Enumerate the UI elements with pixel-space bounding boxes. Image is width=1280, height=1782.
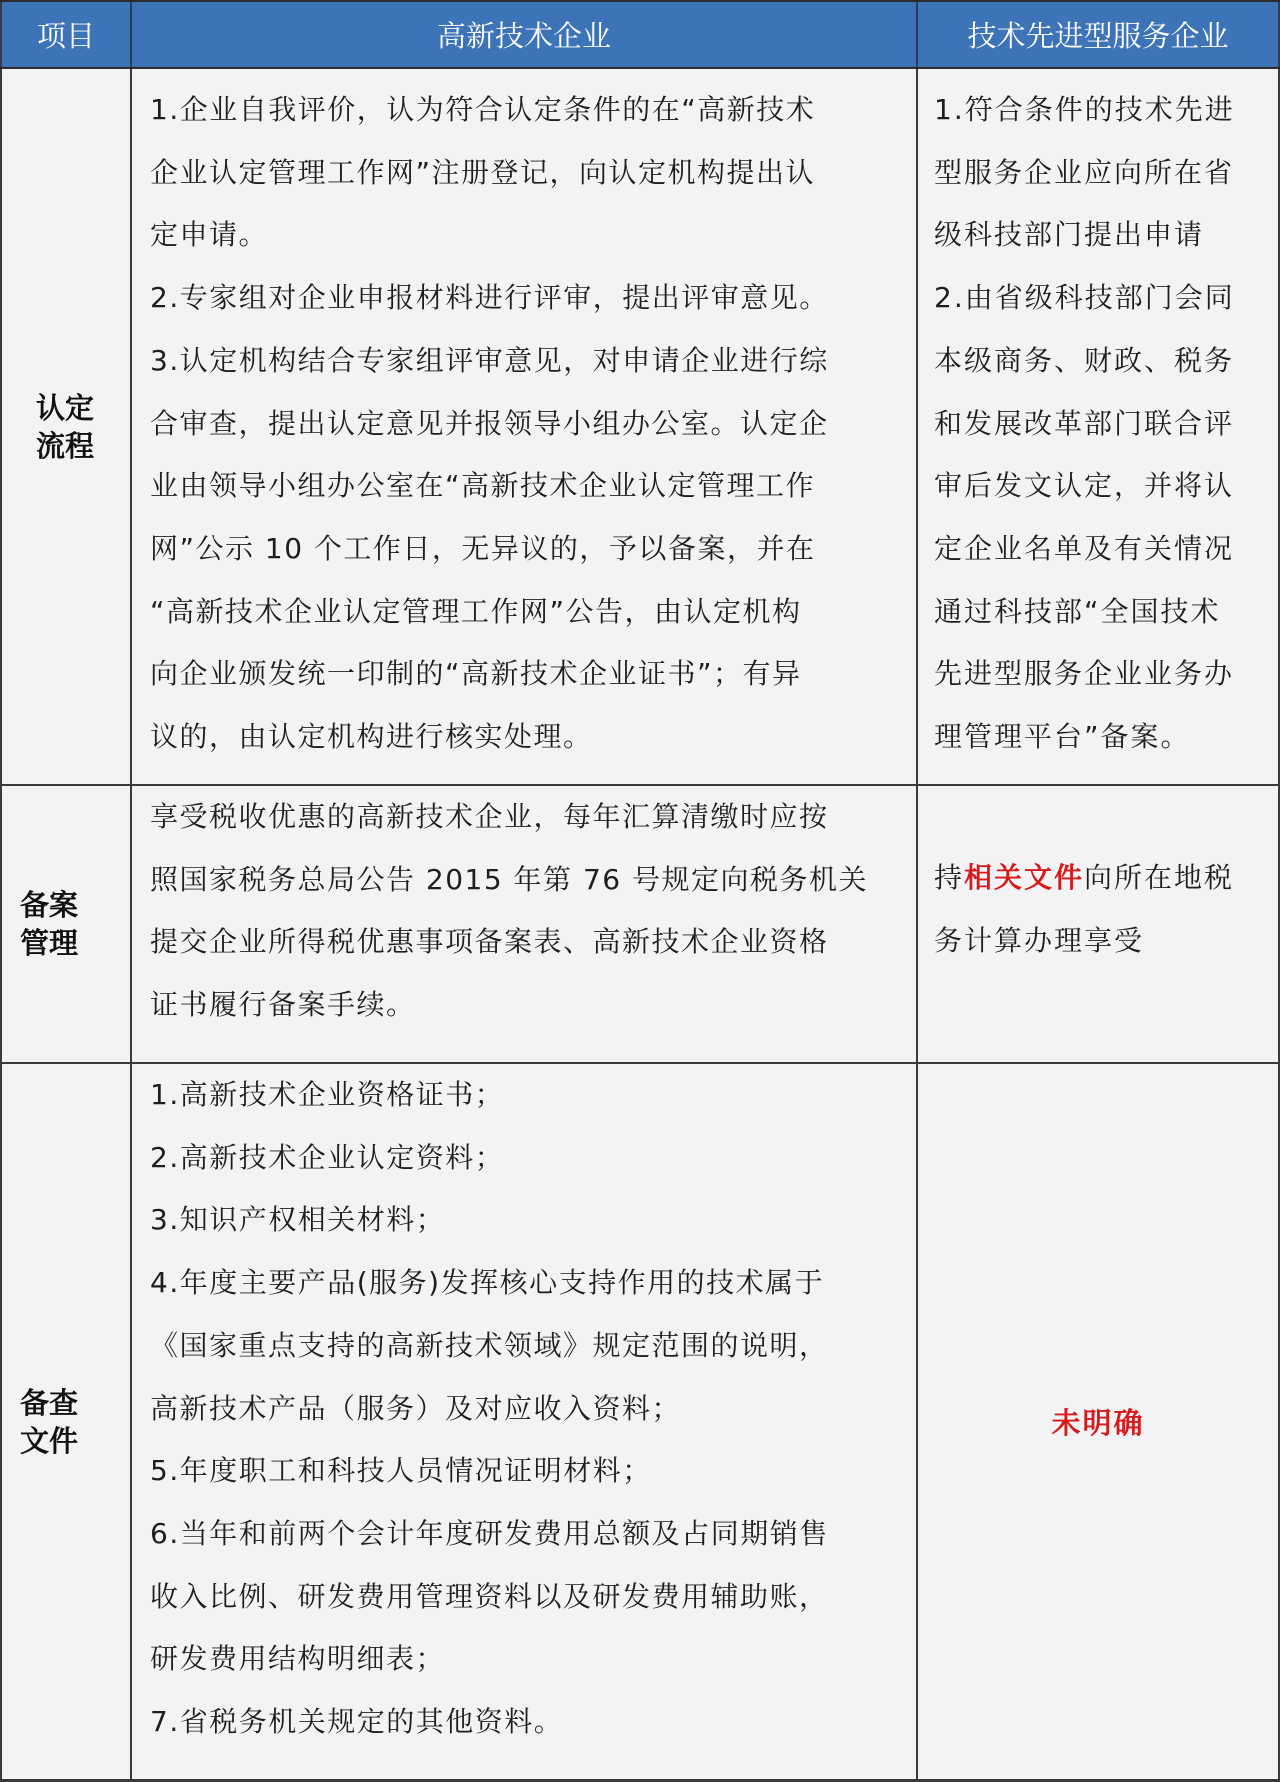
text-line: 议的，由认定机构进行核实处理。 — [150, 720, 593, 754]
text-line: 3.认定机构结合专家组评审意见，对申请企业进行综 — [150, 343, 829, 377]
text-line: 网”公示 10 个工作日，无异议的，予以备案，并在 — [150, 531, 816, 565]
text-line: 1.符合条件的技术先进 — [934, 93, 1235, 126]
text-line: 高新技术产品（服务）及对应收入资料； — [150, 1391, 682, 1425]
header-hnte — [132, 2, 918, 67]
text-line: 向企业颁发统一印制的“高新技术企业证书”；有异 — [150, 657, 802, 691]
row-label-line: 认定 — [36, 390, 95, 425]
text-line: 企业认定管理工作网”注册登记，向认定机构提出认 — [150, 155, 816, 189]
table-header-row — [0, 0, 1280, 69]
text-line: 1.高新技术企业资格证书； — [150, 1078, 505, 1111]
header-item — [0, 2, 132, 67]
text-line: 级科技部门提出申请 — [934, 218, 1205, 252]
row-label-line: 备案 — [20, 888, 79, 922]
text-line: 1.企业自我评价，认为符合认定条件的在“高新技术 — [150, 93, 816, 126]
text-line: 5.年度职工和科技人员情况证明材料； — [150, 1454, 652, 1488]
text-line: 照国家税务总局公告 2015 年第 76 号规定向税务机关 — [150, 862, 868, 896]
text-line: 3.知识产权相关材料； — [150, 1203, 446, 1237]
hnte-cell — [132, 1064, 918, 1779]
atse-cell — [918, 1064, 1280, 1779]
text-line: 本级商务、财政、税务 — [934, 343, 1235, 377]
text-line: 2.专家组对企业申报材料进行评审，提出评审意见。 — [150, 281, 829, 315]
table-row-filing-management — [0, 786, 1280, 1064]
text-line: 定企业名单及有关情况 — [934, 531, 1235, 565]
text-line: 合审查，提出认定意见并报领导小组办公室。认定企 — [150, 406, 829, 440]
text-line: 收入比例、研发费用管理资料以及研发费用辅助账， — [150, 1579, 829, 1613]
text-line: 2.由省级科技部门会同 — [934, 281, 1235, 315]
atse-cell — [918, 69, 1280, 784]
text-line: 《国家重点支持的高新技术领域》规定范围的说明， — [150, 1328, 829, 1362]
row-label-cell — [0, 786, 132, 1062]
row-label-line: 备查 — [20, 1385, 79, 1420]
text-line: 证书履行备案手续。 — [150, 988, 416, 1022]
text-line: 享受税收优惠的高新技术企业，每年汇算清缴时应按 — [150, 800, 829, 833]
header-item-label: 项目 — [36, 19, 95, 53]
table-row-certification-process — [0, 69, 1280, 786]
header-hnte-label: 高新技术企业 — [436, 19, 611, 53]
row-label-cell — [0, 1064, 132, 1779]
text-line: 和发展改革部门联合评 — [934, 406, 1235, 440]
text-line: 6.当年和前两个会计年度研发费用总额及占同期销售 — [150, 1516, 829, 1550]
text-line: 通过科技部“全国技术 — [934, 594, 1221, 628]
text-line: 理管理平台”备案。 — [934, 720, 1191, 754]
header-atse-label: 技术先进型服务企业 — [967, 19, 1229, 53]
text-line: 先进型服务企业业务办 — [934, 657, 1235, 691]
table-row-reference-documents — [0, 1064, 1280, 1782]
text-line: 务计算办理享受 — [934, 924, 1145, 957]
hnte-cell — [132, 786, 918, 1062]
atse-cell — [918, 786, 1280, 1062]
text-line: “高新技术企业认定管理工作网”公告，由认定机构 — [150, 594, 802, 628]
text-line — [934, 847, 1234, 910]
text-line: 提交企业所得税优惠事项备案表、高新技术企业资格 — [150, 925, 829, 959]
text-line: 型服务企业应向所在省 — [934, 155, 1235, 189]
row-label-cell — [0, 69, 132, 784]
row-label-line: 流程 — [36, 428, 95, 463]
text-line: 2.高新技术企业认定资料； — [150, 1140, 505, 1174]
row-label-line: 文件 — [20, 1423, 79, 1458]
text-line: 定申请。 — [150, 218, 269, 252]
text-line: 7.省税务机关规定的其他资料。 — [150, 1705, 564, 1739]
row-label-line: 管理 — [20, 926, 79, 960]
text-fragment: 持 — [934, 861, 965, 895]
header-atse — [918, 2, 1280, 67]
text-line: 审后发文认定，并将认 — [934, 469, 1235, 503]
text-fragment: 向所在地税 — [1084, 861, 1235, 895]
text-line: 4.年度主要产品(服务)发挥核心支持作用的技术属于 — [150, 1266, 825, 1300]
hnte-cell — [132, 69, 918, 784]
text-line: 研发费用结构明细表； — [150, 1642, 446, 1676]
highlighted-text: 相关文件 — [964, 861, 1085, 895]
text-line: 业由领导小组办公室在“高新技术企业认定管理工作 — [150, 469, 816, 503]
unspecified-badge: 未明确 — [1051, 1406, 1145, 1440]
